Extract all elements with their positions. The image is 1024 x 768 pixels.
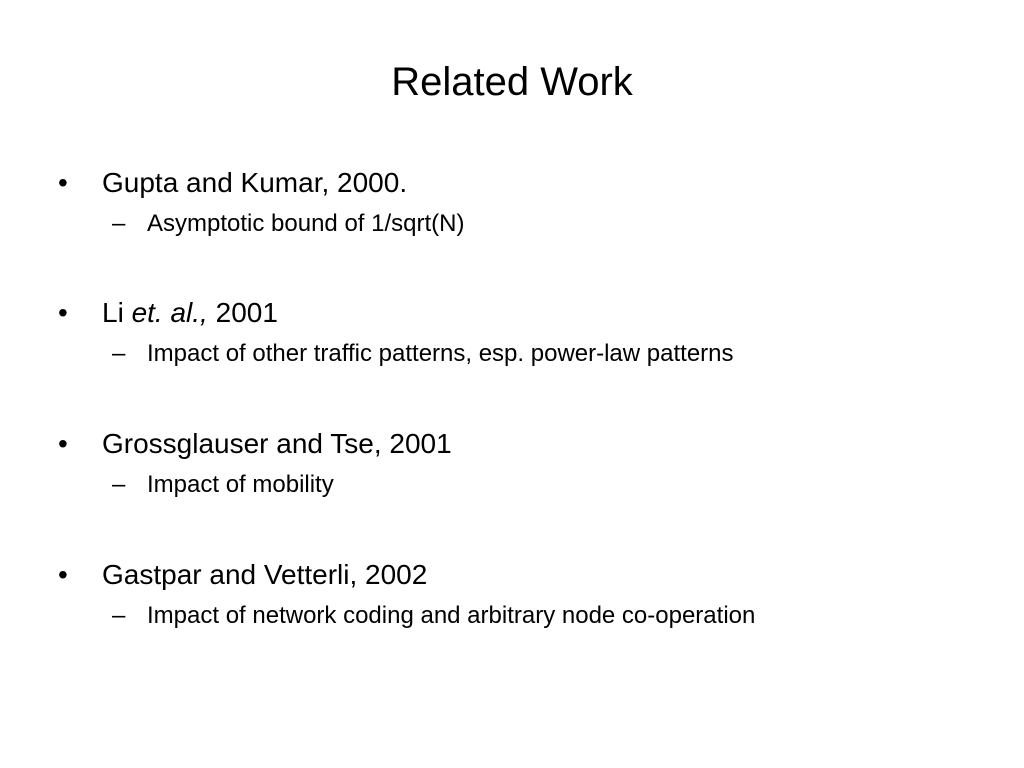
reference-summary: Impact of other traffic patterns, esp. power-law patterns — [147, 340, 734, 367]
reference-summary: Asymptotic bound of 1/sqrt(N) — [147, 210, 465, 237]
citation-year: 2001 — [207, 297, 278, 328]
dash-icon: – — [112, 602, 126, 629]
reference-citation: Gupta and Kumar, 2000. — [102, 167, 408, 198]
dash-icon: – — [112, 340, 126, 367]
reference-citation: Gastpar and Vetterli, 2002 — [102, 559, 428, 590]
reference-citation: Grossglauser and Tse, 2001 — [102, 428, 452, 459]
reference-citation — [102, 295, 278, 331]
citation-et-al: et. al., — [131, 297, 208, 328]
dash-icon: – — [112, 210, 126, 237]
bullet-icon: • — [58, 297, 68, 328]
bullet-icon: • — [58, 559, 68, 590]
reference-summary: Impact of mobility — [147, 471, 334, 498]
reference-summary: Impact of network coding and arbitrary node co-operation — [147, 602, 756, 629]
slide-title: Related Work — [391, 60, 633, 104]
bullet-icon: • — [58, 428, 68, 459]
bullet-icon: • — [58, 167, 68, 198]
citation-author: Li — [102, 297, 132, 328]
dash-icon: – — [112, 471, 126, 498]
